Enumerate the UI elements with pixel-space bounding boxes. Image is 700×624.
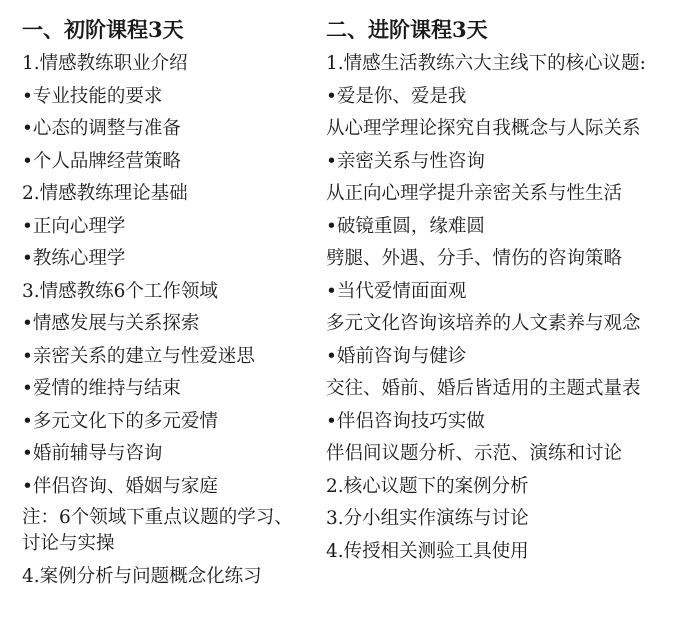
note-item: 注：6个领域下重点议题的学习、讨论与实操: [22, 507, 293, 554]
list-item: •亲密关系与性咨询: [326, 150, 485, 172]
list-item: 3.情感教练6个工作领域: [22, 280, 218, 302]
list-item: 4.传授相关测验工具使用: [326, 540, 529, 562]
advanced-course-list: [326, 48, 696, 568]
list-item: 从心理学理论探究自我概念与人际关系: [326, 118, 641, 139]
basic-course-list: [22, 48, 312, 594]
list-item: 伴侣间议题分析、示范、演练和讨论: [326, 443, 623, 464]
list-item: 交往、婚前、婚后皆适用的主题式量表: [326, 378, 641, 399]
list-item: 从正向心理学提升亲密关系与性生活: [326, 183, 623, 204]
list-item: 4.案例分析与问题概念化练习: [22, 566, 262, 587]
list-item: •当代爱情面面观: [326, 280, 467, 302]
list-item: 1.情感生活教练六大主线下的核心议题:: [326, 53, 646, 74]
list-item: 2.核心议题下的案例分析: [326, 475, 529, 497]
list-item: •个人品牌经营策略: [22, 150, 181, 172]
list-item: 3.分小组实作演练与讨论: [326, 508, 529, 529]
list-item: 1.情感教练职业介绍: [22, 53, 188, 74]
list-item: •正向心理学: [22, 215, 126, 237]
list-item: •心态的调整与准备: [22, 118, 181, 139]
basic-course-column: [22, 14, 312, 594]
basic-course-title: 一、初阶课程3天: [22, 17, 184, 42]
list-item: •爱情的维持与结束: [22, 378, 181, 399]
list-item: •婚前辅导与咨询: [22, 443, 163, 464]
list-item: •亲密关系的建立与性爱迷思: [22, 345, 255, 367]
list-item: •情感发展与关系探索: [22, 313, 200, 334]
list-item: •爱是你、爱是我: [326, 85, 467, 107]
list-item: •婚前咨询与健诊: [326, 345, 467, 367]
list-item: •教练心理学: [22, 248, 126, 269]
advanced-course-column: [326, 14, 696, 568]
list-item: •破镜重圆，缘难圆: [326, 215, 485, 237]
list-item: •伴侣咨询技巧实做: [326, 410, 485, 432]
advanced-course-title: 二、进阶课程3天: [326, 17, 488, 42]
list-item: •专业技能的要求: [22, 85, 163, 107]
list-item: 劈腿、外遇、分手、情伤的咨询策略: [326, 248, 623, 269]
list-item: 2.情感教练理论基础: [22, 183, 188, 204]
list-item: •伴侣咨询、婚姻与家庭: [22, 475, 218, 497]
list-item: •多元文化下的多元爱情: [22, 410, 218, 432]
list-item: 多元文化咨询该培养的人文素养与观念: [326, 313, 641, 334]
